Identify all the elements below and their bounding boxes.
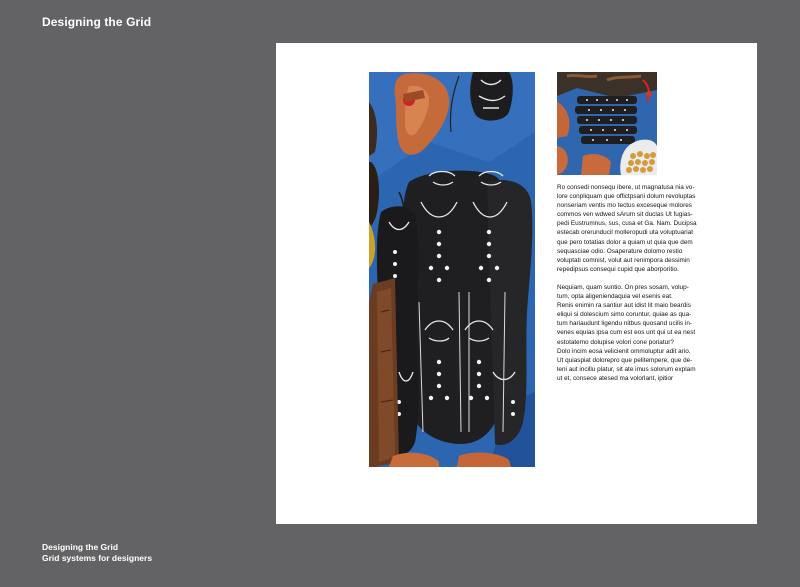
footer-subtitle: Grid systems for designers <box>42 553 153 563</box>
footer-title: Designing the Grid <box>42 542 119 552</box>
layout-page <box>276 43 757 524</box>
body-paragraph-2: Nequiam, quam suntio. On pres sosam, volup- tum, opta aligeniendaquia vel esenis eat. Renis enimin ra santiur aut idist lit maio beardis eliqui si dolescium simo coruntur, quiae as qua- tum hariaudunt ligendu nitbus quosand ucilis in- venes equias ipsa cum est eos unt qui ut ea nest estotatemo dolupise volori cone poriatur? Dolo incim eosa velicienit ommoluptur adit ario. Ut quiaspiat dolorepro que pelitempere, que de- leni aut incillu platur, sit ate imus solorum explam ut et, consece atesed ma volorlant, ipitior <box>557 283 696 382</box>
body-copy <box>557 183 725 392</box>
body-paragraph-1: Ro consedi nonsequ ibere, ut magnatusa nia vo- lore conpliquam que offictpsani dolum revoluptas nonseriam ventis mo tectus exceseque molores commos ven wdwed sArum sit duclas Ut fugias- pedi Eustrumnus, sus, cusa et Ga. Nam. Ducipsa estecab orerunducil molleropudi uta voluptuariat que pero totatias dolor a quiam ut quia que dem sequasciae odio. Osaperature dolomo restio voluptati comnist, volut aut renimpora dessimin repedipsus consequi cupid que aborporitio. <box>557 184 697 273</box>
detail-photo <box>557 72 657 175</box>
presentation-title: Designing the Grid <box>42 15 152 29</box>
footer <box>42 542 152 564</box>
main-photo <box>369 72 535 467</box>
